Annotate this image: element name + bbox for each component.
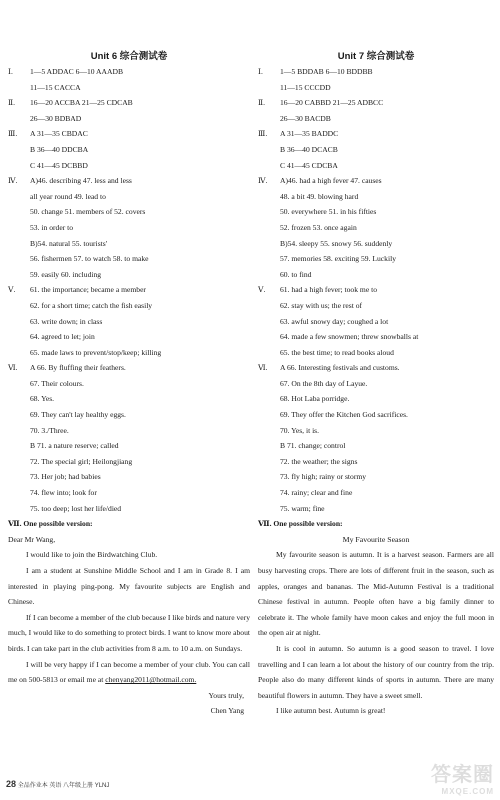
answer-line bbox=[258, 64, 494, 80]
answer-text: 1—5 ADDAC 6—10 AAADB bbox=[30, 67, 124, 76]
answer-line bbox=[8, 376, 250, 392]
answer-line bbox=[8, 251, 250, 267]
answer-text: 68. Hot Laba porridge. bbox=[280, 394, 350, 404]
answer-text: 74. flew into; look for bbox=[30, 488, 97, 498]
answer-text: B)54. natural 55. tourists' bbox=[30, 238, 108, 248]
answer-text: 26—30 BACDB bbox=[280, 113, 331, 123]
answer-text: 67. On the 8th day of Layue. bbox=[280, 378, 368, 388]
answer-text: B 71. change; control bbox=[280, 441, 346, 451]
answer-line bbox=[258, 391, 494, 407]
letter-para-4: I will be very happy if I can become a member of your club. You can call me on 500-5813 or email me at chenyang2011@hotmail.com. bbox=[8, 659, 250, 685]
answer-line bbox=[8, 454, 250, 470]
letter-greeting: Dear Mr Wang, bbox=[8, 534, 56, 544]
letter-signature: Chen Yang bbox=[210, 706, 244, 716]
answer-line bbox=[258, 423, 494, 439]
answer-text: C 41—45 CDCBA bbox=[280, 160, 338, 170]
answer-text: 26—30 BDBAD bbox=[30, 113, 82, 123]
answer-line bbox=[8, 282, 250, 298]
answer-text: A 31—35 BADDC bbox=[280, 129, 339, 139]
answer-text: 67. Their colours. bbox=[30, 378, 84, 388]
answer-line bbox=[258, 282, 494, 298]
answer-text: 70. 3./Three. bbox=[30, 425, 69, 435]
answer-text: A)46. describing 47. less and less bbox=[30, 176, 132, 186]
footer-text: 全品作业本 英语 八年级上册 YLNJ bbox=[17, 783, 110, 789]
answer-line bbox=[258, 80, 494, 96]
answer-line bbox=[258, 329, 494, 345]
answer-text: C 41—45 DCBBD bbox=[30, 160, 88, 170]
answer-line bbox=[8, 485, 250, 501]
unit7-title: Unit 7 综合测试卷 bbox=[337, 51, 415, 62]
answer-line bbox=[8, 438, 250, 454]
answer-line bbox=[258, 454, 494, 470]
answer-text: 50. change 51. members of 52. covers bbox=[30, 207, 146, 217]
answer-line bbox=[8, 236, 250, 252]
watermark-logo: 答案圈 MXQE.COM bbox=[431, 764, 494, 796]
answer-line bbox=[8, 345, 250, 361]
answer-text: 11—15 CACCA bbox=[30, 82, 81, 92]
answer-text: 63. write down; in class bbox=[30, 316, 103, 326]
section-marker: Ⅰ. bbox=[258, 67, 263, 76]
answer-text: B 36—40 DDCBA bbox=[30, 144, 89, 154]
answer-line bbox=[8, 220, 250, 236]
answer-text: 61. the importance; became a member bbox=[30, 285, 146, 295]
page-number: 28 bbox=[6, 779, 17, 789]
answer-line bbox=[258, 95, 494, 111]
answer-line bbox=[258, 251, 494, 267]
section-marker: Ⅲ. bbox=[258, 129, 268, 139]
answer-text: 61. had a high fever; took me to bbox=[280, 285, 378, 295]
section-marker: Ⅵ. bbox=[8, 363, 18, 373]
answer-text: 59. easily 60. including bbox=[30, 269, 102, 279]
answer-text: 72. The special girl; Heilongjiang bbox=[30, 456, 133, 466]
email-address: chenyang2011@hotmail.com. bbox=[105, 675, 197, 685]
answer-line bbox=[258, 407, 494, 423]
answer-line bbox=[8, 501, 250, 517]
unit6-letter bbox=[8, 532, 250, 719]
answer-text: B 71. a nature reserve; called bbox=[30, 441, 119, 451]
answer-line bbox=[8, 469, 250, 485]
answer-line bbox=[8, 95, 250, 111]
letter-para-2: I am a student at Sunshine Middle School and I am in Grade 8. I am interested in playing ping-pong. My favourite subjects are English and Chinese. bbox=[8, 566, 250, 607]
section-marker: Ⅳ. bbox=[8, 176, 18, 186]
unit7-answer-list bbox=[258, 64, 494, 516]
unit6-essay-label: Ⅶ. One possible version: bbox=[8, 519, 93, 529]
essay-para-2: It is cool in autumn. So autumn is a good season to travel. I love travelling and I can learn a lot about the history of our country from the trip. People also do many different kinds of sports in autumn. There are many beautiful flowers in autumn. They have a sweet smell. bbox=[258, 643, 494, 700]
answer-text: A 66. By fluffing their feathers. bbox=[30, 363, 126, 373]
section-marker: Ⅲ. bbox=[8, 129, 18, 139]
section-marker: Ⅵ. bbox=[258, 363, 268, 373]
section-marker: Ⅱ. bbox=[258, 98, 266, 108]
answer-text: 64. made a few snowmen; threw snowballs at bbox=[280, 332, 419, 342]
unit6-answer-list bbox=[8, 64, 250, 516]
answer-line bbox=[258, 189, 494, 205]
answer-line bbox=[8, 64, 250, 80]
answer-text: 60. to find bbox=[280, 269, 312, 279]
letter-para-1: I would like to join the Birdwatching Club. bbox=[26, 550, 158, 560]
answer-text: 75. too deep; lost her life/died bbox=[30, 503, 122, 513]
answer-text: 69. They offer the Kitchen God sacrifices. bbox=[280, 410, 408, 420]
answer-text: 16—20 ACCBA 21—25 CDCAB bbox=[30, 98, 133, 108]
answer-line bbox=[258, 469, 494, 485]
section-marker: Ⅴ. bbox=[8, 285, 16, 295]
page-footer bbox=[6, 779, 109, 789]
answer-line bbox=[8, 142, 250, 158]
section-marker: Ⅱ. bbox=[8, 98, 16, 108]
answer-text: A)46. had a high fever 47. causes bbox=[280, 176, 382, 186]
answer-text: 62. stay with us; the rest of bbox=[280, 300, 363, 310]
answer-text: 72. the weather; the signs bbox=[280, 456, 358, 466]
answer-line bbox=[258, 236, 494, 252]
answer-text: 16—20 CABBD 21—25 ADBCC bbox=[280, 98, 384, 108]
answer-text: A 66. Interesting festivals and customs. bbox=[280, 363, 400, 373]
answer-line bbox=[8, 267, 250, 283]
unit7-column bbox=[258, 50, 494, 719]
answer-text: 48. a bit 49. blowing hard bbox=[280, 191, 359, 201]
answer-line bbox=[258, 142, 494, 158]
answer-line bbox=[8, 111, 250, 127]
answer-line bbox=[8, 329, 250, 345]
answer-line bbox=[258, 438, 494, 454]
answer-text: 68. Yes. bbox=[30, 394, 55, 404]
answer-text: B)54. sleepy 55. snowy 56. suddenly bbox=[280, 238, 393, 248]
answer-text: 65. made laws to prevent/stop/keep; killing bbox=[30, 347, 162, 357]
answer-text: 52. frozen 53. once again bbox=[280, 222, 357, 232]
answer-text: 65. the best time; to read books aloud bbox=[280, 347, 394, 357]
answer-text: 63. awful snowy day; coughed a lot bbox=[280, 316, 389, 326]
answer-line bbox=[258, 158, 494, 174]
answer-line bbox=[8, 173, 250, 189]
answer-line bbox=[258, 173, 494, 189]
answer-line bbox=[8, 423, 250, 439]
answer-text: 69. They can't lay healthy eggs. bbox=[30, 410, 126, 420]
answer-line bbox=[258, 126, 494, 142]
answer-line bbox=[8, 407, 250, 423]
answer-line bbox=[258, 267, 494, 283]
answer-line bbox=[258, 360, 494, 376]
answer-line bbox=[258, 220, 494, 236]
answer-line bbox=[8, 204, 250, 220]
section-marker: Ⅳ. bbox=[258, 176, 268, 186]
unit6-column bbox=[8, 50, 250, 719]
answer-line bbox=[258, 485, 494, 501]
answer-text: 56. fishermen 57. to watch 58. to make bbox=[30, 254, 149, 264]
answer-text: 73. fly high; rainy or stormy bbox=[280, 472, 367, 482]
answer-text: B 36—40 DCACB bbox=[280, 144, 338, 154]
answer-line bbox=[8, 314, 250, 330]
answer-text: 75. warm; fine bbox=[280, 503, 325, 513]
answer-line bbox=[8, 80, 250, 96]
answer-text: 50. everywhere 51. in his fifties bbox=[280, 207, 377, 217]
answer-line bbox=[8, 298, 250, 314]
answer-text: 11—15 CCCDD bbox=[280, 82, 331, 92]
answer-text: 53. in order to bbox=[30, 222, 74, 232]
answer-text: 57. memories 58. exciting 59. Luckily bbox=[280, 254, 396, 264]
answer-line bbox=[258, 298, 494, 314]
letter-closing: Yours truly, bbox=[208, 690, 244, 700]
answer-line bbox=[258, 501, 494, 517]
section-marker: Ⅴ. bbox=[258, 285, 266, 295]
answer-line bbox=[258, 345, 494, 361]
answer-line bbox=[258, 111, 494, 127]
answer-text: 73. Her job; had babies bbox=[30, 472, 101, 482]
unit6-title: Unit 6 综合测试卷 bbox=[90, 51, 168, 62]
answer-text: 1—5 BDDAB 6—10 BDDBB bbox=[280, 67, 373, 76]
answer-text: all year round 49. lead to bbox=[30, 191, 106, 201]
essay-para-1: My favourite season is autumn. It is a harvest season. Farmers are all busy harvesting crops. There are lots of different fruit in the season, such as apples, oranges and bananas. The Mid-Autumn Festival is a traditional Chinese festival in autumn. People often have a big family dinner to celebrate it. The whole family have moon cakes and enjoy the full moon in the open air at night. bbox=[258, 550, 494, 638]
letter-para-3: If I can become a member of the club because I like birds and nature very much, I would like to do something to protect birds. I want to know more about birds. I can take part in the club activities from 8 a.m. to 10 a.m. on Sundays. bbox=[8, 612, 250, 653]
answer-text: 70. Yes, it is. bbox=[280, 425, 320, 435]
answer-text: 62. for a short time; catch the fish easily bbox=[30, 300, 153, 310]
answer-text: A 31—35 CBDAC bbox=[30, 129, 88, 139]
answer-line bbox=[258, 204, 494, 220]
answer-line bbox=[8, 158, 250, 174]
section-marker: Ⅰ. bbox=[8, 67, 13, 76]
essay-title: My Favourite Season bbox=[342, 534, 410, 544]
answer-line bbox=[8, 189, 250, 205]
answer-text: 74. rainy; clear and fine bbox=[280, 488, 353, 498]
answer-line bbox=[8, 360, 250, 376]
answer-line bbox=[258, 314, 494, 330]
answer-text: 64. agreed to let; join bbox=[30, 332, 95, 342]
unit7-essay-label: Ⅶ. One possible version: bbox=[258, 519, 343, 529]
essay-para-3: I like autumn best. Autumn is great! bbox=[276, 706, 386, 716]
answer-line bbox=[8, 391, 250, 407]
answer-line bbox=[8, 126, 250, 142]
answer-line bbox=[258, 376, 494, 392]
unit7-essay bbox=[258, 532, 494, 719]
